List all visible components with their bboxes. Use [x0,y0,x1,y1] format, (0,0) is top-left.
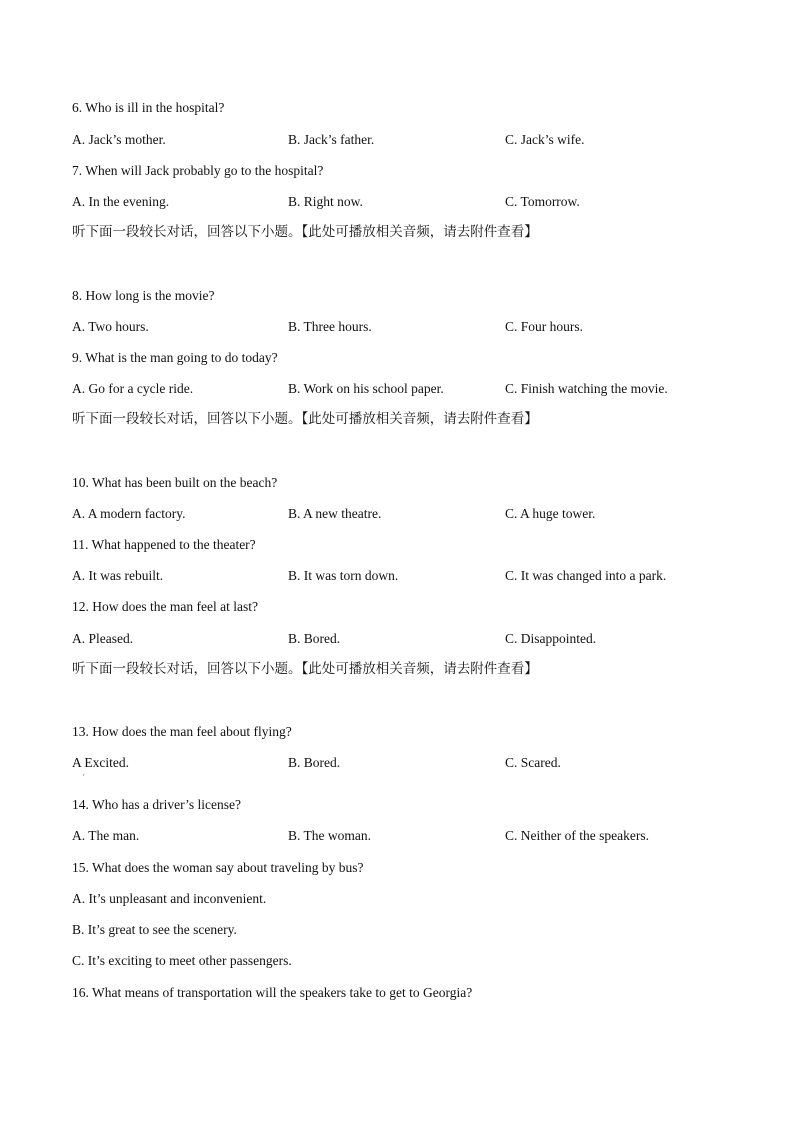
options-8 [72,319,722,335]
option-b: B. Jack’s father. [288,132,375,147]
option-b: B. Bored. [288,631,341,646]
options-9 [72,381,722,397]
option-a: A. The man. [72,828,140,843]
option-c: C. It was changed into a park. [505,568,667,583]
options-6 [72,132,722,148]
option-b: B. The woman. [288,828,371,843]
question-12: 12. How does the man feel at last? [72,599,258,614]
options-12 [72,631,722,647]
audio-instruction: 听下面一段较长对话，回答以下小题。【此处可播放相关音频，请去附件查看】 [72,661,538,677]
question-8: 8. How long is the movie? [72,288,215,303]
options-10 [72,506,722,522]
option-a: A. Pleased. [72,631,134,646]
option-c: C. Scared. [505,755,561,770]
option-a: A. In the evening. [72,194,170,209]
stray-dot: · [82,770,85,780]
question-11: 11. What happened to the theater? [72,537,256,552]
option-b: B. Work on his school paper. [288,381,444,396]
option-b: B. Right now. [288,194,363,209]
option-c: C. Disappointed. [505,631,597,646]
option-b: B. Three hours. [288,319,372,334]
option-a: A. It’s unpleasant and inconvenient. [72,891,267,906]
question-13: 13. How does the man feel about flying? [72,724,292,739]
audio-instruction: 听下面一段较长对话，回答以下小题。【此处可播放相关音频，请去附件查看】 [72,224,538,240]
option-b: B. A new theatre. [288,506,382,521]
option-a: A. Two hours. [72,319,149,334]
question-16: 16. What means of transportation will the speakers take to get to Georgia? [72,985,473,1000]
option-c: C. Jack’s wife. [505,132,585,147]
option-c: C. A huge tower. [505,506,596,521]
option-a: A. It was rebuilt. [72,568,164,583]
option-c: C. Four hours. [505,319,584,334]
option-b: B. Bored. [288,755,341,770]
options-13 [72,755,722,771]
options-11 [72,568,722,584]
option-a: A. A modern factory. [72,506,186,521]
question-14: 14. Who has a driver’s license? [72,797,241,812]
option-c: C. Tomorrow. [505,194,580,209]
option-b: B. It was torn down. [288,568,399,583]
option-a: A. Jack’s mother. [72,132,166,147]
option-c: C. Neither of the speakers. [505,828,649,843]
option-c: C. Finish watching the movie. [505,381,668,396]
question-6: 6. Who is ill in the hospital? [72,100,225,115]
question-10: 10. What has been built on the beach? [72,475,278,490]
option-a: A. Go for a cycle ride. [72,381,194,396]
audio-instruction: 听下面一段较长对话，回答以下小题。【此处可播放相关音频，请去附件查看】 [72,411,538,427]
options-14 [72,828,722,844]
option-c: C. It’s exciting to meet other passengers. [72,953,292,968]
question-15: 15. What does the woman say about traveling by bus? [72,860,364,875]
options-7 [72,194,722,210]
question-9: 9. What is the man going to do today? [72,350,278,365]
question-7: 7. When will Jack probably go to the hospital? [72,163,324,178]
option-a: A Excited. [72,755,129,770]
option-b: B. It’s great to see the scenery. [72,922,237,937]
